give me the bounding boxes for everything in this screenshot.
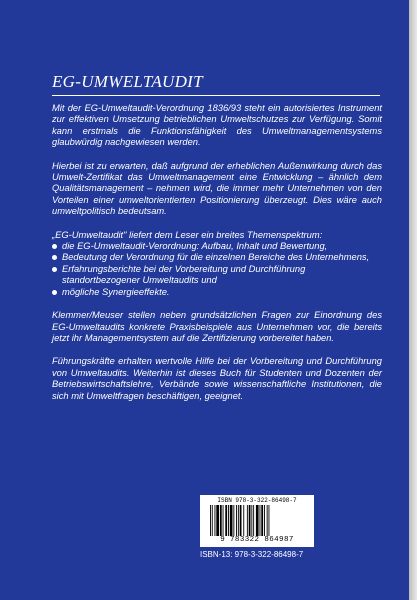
blurb-paragraph-4: Klemmer/Meuser stellen neben grundsätzlichen Fragen zur Einordnung des EG-Umweltaudits konkrete Praxisbeispiele aus Unternehmen vor, die bereits jetzt ihr Managementsystem auf die Zertifizierung vorbereitet haben. bbox=[52, 310, 382, 343]
barcode-bars bbox=[210, 505, 304, 536]
barcode-bar bbox=[238, 505, 239, 536]
barcode-bar bbox=[210, 505, 211, 536]
blurb bbox=[52, 103, 382, 414]
barcode-bar bbox=[264, 505, 265, 536]
blurb-paragraph-2: Hierbei ist zu erwarten, daß aufgrund der erheblichen Außenwirkung durch das Umwelt-Zertifikat das Umweltmanagement eine Entwicklung – ähnlich dem Qualitätsmanagement – nehmen wird, die immer mehr Unternehmen von den Vorteilen einer umweltorientierten Positionierung überzeugt. Dies wäre auch umweltpolitisch bedeutsam. bbox=[52, 160, 382, 217]
cover-edge bbox=[409, 0, 417, 600]
blurb-paragraph-5: Führungskräfte erhalten wertvolle Hilfe bei der Vorbereitung und Durchführung von Umweltaudits. Weiterhin ist dieses Buch für Studenten und Dozenten der Betriebswirtschaftslehre, Verbände sowie wissenschaftliche Institutionen, die sich mit Umweltfragen beschäftigen, geeignet. bbox=[52, 356, 382, 401]
book-title: EG-UMWELTAUDIT bbox=[52, 72, 203, 91]
barcode-bar bbox=[212, 505, 213, 536]
barcode-isbn-top: ISBN 978-3-322-86498-7 bbox=[217, 497, 297, 504]
barcode-bar bbox=[249, 505, 251, 536]
isbn-13: ISBN-13: 978-3-322-86498-7 bbox=[200, 550, 304, 559]
barcode-bar bbox=[267, 505, 268, 536]
barcode-bar bbox=[223, 505, 224, 536]
barcode-bar bbox=[233, 505, 234, 536]
barcode-bar bbox=[215, 505, 216, 536]
barcode-bar bbox=[261, 505, 263, 536]
barcode-bar bbox=[253, 505, 254, 536]
title-underline bbox=[52, 95, 380, 96]
barcode-bar bbox=[269, 505, 270, 536]
barcode-bar bbox=[220, 505, 222, 536]
barcode-bar bbox=[251, 505, 252, 536]
barcode-digits: 9 783322 864987 bbox=[220, 536, 294, 544]
barcode-bar bbox=[230, 505, 233, 536]
topic-item: Erfahrungsberichte bei der Vorbereitung und Durchführung standortbezogener Umweltaudits und bbox=[52, 264, 382, 287]
blurb-paragraph-3: „EG-Umweltaudit" liefert dem Leser ein breites Themenspektrum: bbox=[52, 229, 323, 240]
barcode-bar bbox=[236, 505, 237, 536]
barcode-bar bbox=[225, 505, 227, 536]
barcode-bar bbox=[240, 505, 242, 536]
barcode-bar bbox=[247, 505, 248, 536]
blurb-paragraph-1: Mit der EG-Umweltaudit-Verordnung 1836/93 steht ein autorisiertes Instrument zur effektiven Umsetzung betrieblichen Umweltschutzes zur Verfügung. Somit kann erstmals die Funktionsfähigkeit des Umweltmanagementsystems glaubwürdig nachgewiesen werden. bbox=[52, 103, 382, 148]
barcode-bar bbox=[243, 505, 244, 536]
barcode-bar bbox=[216, 505, 219, 536]
barcode-label bbox=[200, 495, 314, 547]
barcode-bar bbox=[228, 505, 229, 536]
topic-item: die EG-Umweltaudit-Verordnung: Aufbau, Inhalt und Bewertung, bbox=[52, 241, 382, 252]
barcode-bar bbox=[260, 505, 261, 536]
barcode-bar bbox=[256, 505, 259, 536]
topic-list bbox=[52, 241, 382, 298]
topic-item: mögliche Synergieeffekte. bbox=[52, 287, 382, 298]
topic-item: Bedeutung der Verordnung für die einzelnen Bereiche des Unternehmens, bbox=[52, 252, 382, 263]
